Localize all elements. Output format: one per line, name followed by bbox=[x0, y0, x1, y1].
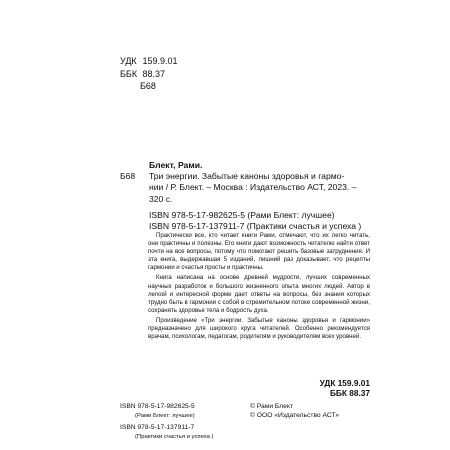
bbk-summary: ББК 88.37 bbox=[329, 388, 370, 398]
copyright-publisher: © ООО «Издательство АСТ» bbox=[250, 411, 339, 419]
isbn-line-2: ISBN 978-5-17-137911-7 (Практики счастья и успеха ) bbox=[149, 221, 362, 232]
udk-label: УДК bbox=[120, 56, 137, 66]
bbk-value: 88.37 bbox=[142, 68, 166, 79]
udc-bbk-block bbox=[120, 55, 178, 93]
annotation-paragraph: Практически все, кто читает книги Рами, отмечают, что их легко читать, они практичны и полезны. Его книги дают возможность читателю найти ответ почти на все вопросы, потому что помогают решить базовые затруднения. И эта книга, выдержавшая 5 изданий, лишний раз доказывает, что рецепты гармонии и счастья просты и практичны. bbox=[148, 232, 370, 272]
annotation-paragraph: Произведение «Три энергии. Забытые каноны здоровья и гармонии» предназначено для широкого круга читателей. Особенно рекомендуется врачам, психологам, педагогам, родителям и руководителям всех уровней. bbox=[148, 316, 370, 341]
author-heading: Блект, Рами. bbox=[149, 160, 203, 170]
annotation bbox=[148, 232, 370, 343]
udk-value: 159.9.01 bbox=[142, 56, 178, 66]
author-sign-left: Б68 bbox=[120, 171, 136, 181]
udk-line bbox=[120, 55, 178, 68]
footer-copyright-column bbox=[250, 403, 380, 420]
bibliographic-record bbox=[120, 160, 370, 232]
footer-isbn-2-note: (Практики счастья и успеха ) bbox=[135, 433, 214, 440]
udk-summary: УДК 159.9.01 bbox=[319, 378, 370, 388]
footer-isbn-1-note: (Рами Блект: лучшее) bbox=[135, 412, 195, 419]
description-line-2: нии / Р. Блект. – Москва : Издательство АСТ, 2023. – bbox=[149, 182, 357, 193]
description-line-3: 320 с. bbox=[149, 193, 173, 204]
bbk-label: ББК bbox=[120, 68, 138, 79]
footer-isbn-column bbox=[120, 403, 240, 441]
footer-isbn-2: ISBN 978-5-17-137911-7 bbox=[120, 424, 195, 431]
author-sign: Б68 bbox=[140, 81, 156, 91]
copyright-author: © Рами Блект bbox=[250, 403, 293, 410]
udc-bbk-summary bbox=[300, 378, 370, 398]
footer-isbn-1: ISBN 978-5-17-982625-5 bbox=[120, 403, 195, 410]
annotation-paragraph: Книга написана на основе древней мудрости, лучших современных научных разработок и большого жизненного опыта многих людей. Автор в легкой и интересной форме дает ответы на вопросы, без знания которых трудно быть в гармонии с собой в стремительном потоке современной жизни, сохранять здоровье тела и бодрость духа. bbox=[148, 274, 370, 314]
description-line-1: Три энергии. Забытые каноны здоровья и гармо- bbox=[149, 171, 345, 182]
bbk-line bbox=[120, 68, 178, 81]
isbn-line-1: ISBN 978-5-17-982625-5 (Рами Блект: лучшее) bbox=[149, 209, 335, 220]
